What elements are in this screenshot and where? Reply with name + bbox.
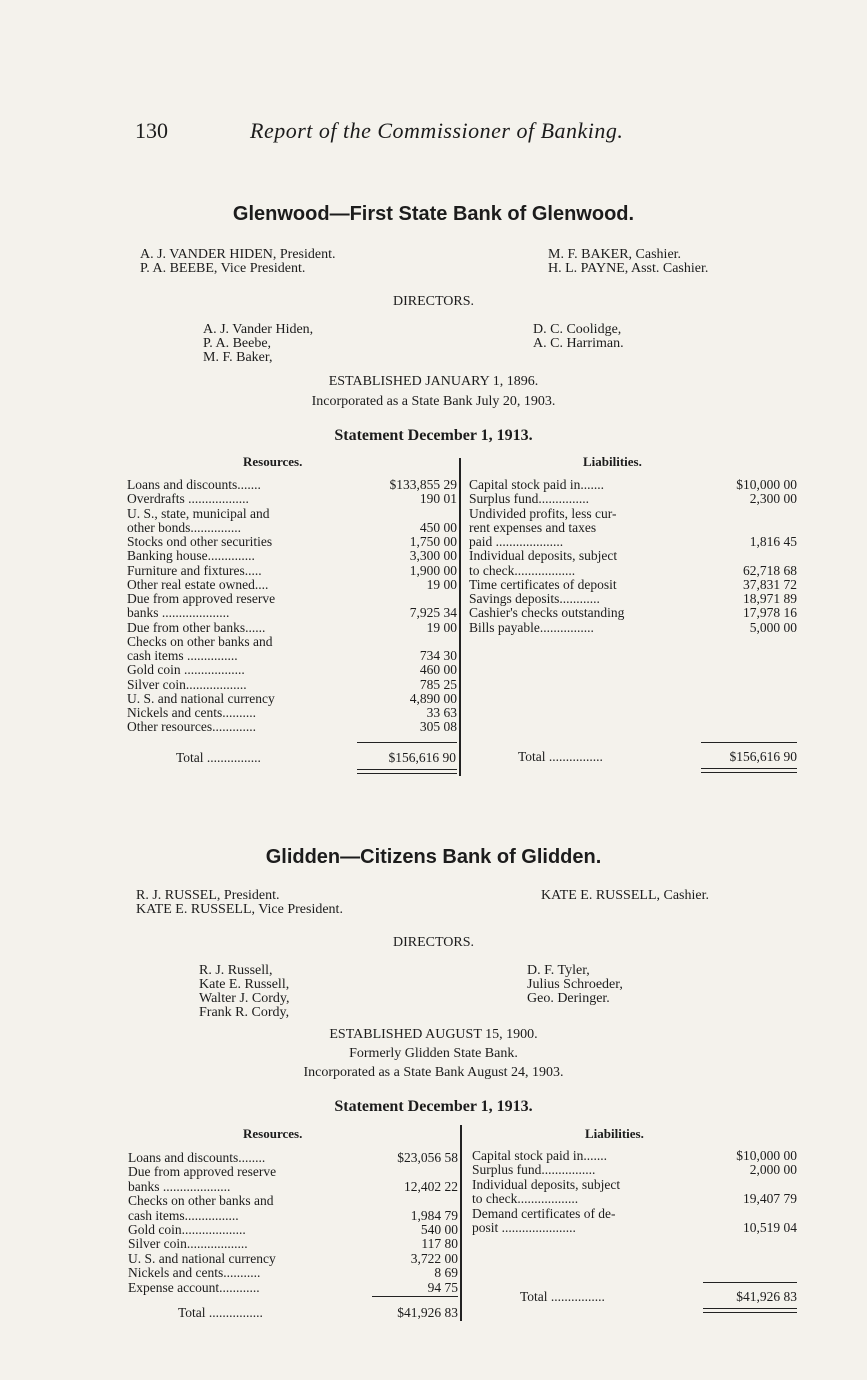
row-amount: 19,407 79 [743, 1191, 797, 1207]
total-label: Total ................ [176, 750, 261, 765]
total-rule [357, 742, 457, 743]
page-number: 130 [135, 118, 168, 143]
row-amount: 17,978 16 [743, 605, 797, 621]
row-label: cash items ............... [127, 648, 238, 663]
row-label: Capital stock paid in....... [472, 1148, 607, 1163]
officer: P. A. BEEBE, Vice President. [140, 261, 306, 276]
row-amount: 7,925 34 [409, 605, 457, 621]
row-label: rent expenses and taxes [469, 519, 597, 535]
total-rule [372, 1296, 458, 1297]
total-amount: $156,616 90 [729, 749, 797, 764]
row-amount: 2,300 00 [749, 491, 797, 507]
row-amount: $10,000 00 [736, 1148, 797, 1163]
row-amount: 5,000 00 [749, 619, 797, 635]
total-label: Total ................ [520, 1289, 605, 1304]
director: A. C. Harriman. [533, 336, 624, 351]
row-label: Silver coin.................. [128, 1236, 248, 1252]
row-amount: 117 80 [421, 1236, 458, 1252]
officer: R. J. RUSSEL, President. [136, 888, 280, 903]
row-label: Individual deposits, subject [469, 548, 618, 564]
officer: KATE E. RUSSELL, Cashier. [541, 888, 709, 903]
row-amount: 734 30 [419, 648, 457, 663]
row-label: other bonds............... [127, 519, 241, 535]
row-label: Savings deposits............ [469, 591, 600, 606]
total-amount: $41,926 83 [736, 1289, 797, 1304]
established-line: ESTABLISHED AUGUST 15, 1900. [329, 1027, 538, 1042]
row-label: Loans and discounts........ [128, 1150, 266, 1165]
directors-heading: DIRECTORS. [392, 935, 475, 950]
row-label: Overdrafts .................. [127, 491, 249, 507]
resources-heading: Resources. [243, 1126, 303, 1141]
row-label: banks .................... [127, 605, 230, 621]
total-label: Total ................ [178, 1305, 263, 1320]
row-label: U. S. and national currency [127, 690, 275, 706]
row-amount: 1,984 79 [410, 1207, 458, 1223]
row-label: Bills payable................ [469, 619, 594, 635]
row-amount: 8 69 [434, 1265, 458, 1281]
row-label: Time certificates of deposit [469, 576, 617, 592]
double-rule [703, 1312, 797, 1313]
row-label: Surplus fund................ [472, 1162, 596, 1178]
column-divider [460, 1125, 462, 1321]
row-label: Undivided profits, less cur- [469, 505, 617, 521]
total-rule [703, 1282, 797, 1283]
director: M. F. Baker, [203, 350, 273, 365]
director: D. C. Coolidge, [533, 322, 622, 337]
officer: KATE E. RUSSELL, Vice President. [136, 902, 343, 917]
row-amount: 3,300 00 [409, 548, 457, 564]
row-label: U. S. and national currency [128, 1250, 276, 1266]
row-label: Capital stock paid in....... [469, 477, 604, 492]
row-amount: 37,831 72 [743, 576, 797, 592]
row-amount: 1,900 00 [409, 562, 457, 578]
row-label: Gold coin .................. [127, 662, 245, 678]
row-amount: 1,816 45 [749, 534, 797, 549]
resources-heading: Resources. [243, 454, 303, 469]
row-label: Silver coin.................. [127, 676, 247, 692]
row-amount: 540 00 [420, 1222, 458, 1237]
row-label: Expense account............ [128, 1279, 260, 1295]
row-amount: 94 75 [427, 1279, 458, 1295]
established-line: ESTABLISHED JANUARY 1, 1896. [328, 374, 539, 389]
total-amount: $41,926 83 [397, 1305, 458, 1320]
row-amount: 450 00 [419, 519, 457, 535]
row-label: Nickels and cents........... [128, 1265, 261, 1281]
directors-heading: DIRECTORS. [392, 294, 475, 309]
total-amount: $156,616 90 [388, 750, 456, 765]
row-label: Due from approved reserve [128, 1164, 277, 1180]
running-title: Report of the Commissioner of Banking. [250, 118, 624, 143]
statement-heading: Statement December 1, 1913. [334, 1098, 533, 1115]
row-label: to check.................. [469, 562, 576, 578]
director: Frank R. Cordy, [199, 1005, 290, 1020]
incorporated-line: Incorporated as a State Bank July 20, 1903. [311, 394, 556, 409]
row-amount: 460 00 [419, 662, 457, 678]
row-label: Individual deposits, subject [472, 1176, 621, 1192]
officer: A. J. VANDER HIDEN, President. [140, 247, 336, 262]
row-label: Loans and discounts....... [127, 477, 261, 492]
director: R. J. Russell, [199, 963, 273, 978]
row-amount: 19 00 [426, 576, 457, 592]
row-amount: 10,519 04 [743, 1220, 797, 1235]
row-amount: 305 08 [419, 719, 457, 735]
row-amount: $133,855 29 [389, 477, 457, 492]
row-label: paid .................... [469, 534, 564, 549]
row-label: Nickels and cents.......... [127, 705, 256, 720]
director: Geo. Deringer. [527, 991, 610, 1006]
row-label: Other real estate owned.... [127, 576, 269, 592]
double-rule [703, 1308, 797, 1309]
row-label: Checks on other banks and [127, 633, 273, 649]
column-divider [459, 458, 461, 776]
row-amount: 19 00 [426, 619, 457, 635]
row-amount: 62,718 68 [743, 562, 797, 578]
row-label: Due from other banks...... [127, 619, 266, 635]
row-label: Demand certificates of de- [472, 1205, 616, 1221]
formerly-line: Formerly Glidden State Bank. [349, 1046, 518, 1061]
row-label: Banking house.............. [127, 548, 255, 564]
director: D. F. Tyler, [527, 963, 590, 978]
row-label: Other resources............. [127, 719, 256, 735]
director: Julius Schroeder, [527, 977, 623, 992]
officer: M. F. BAKER, Cashier. [548, 247, 682, 262]
row-label: Checks on other banks and [128, 1193, 274, 1209]
row-amount: 1,750 00 [409, 534, 457, 549]
officer: H. L. PAYNE, Asst. Cashier. [548, 261, 709, 276]
row-amount: 33 63 [426, 705, 457, 720]
row-label: Furniture and fixtures..... [127, 562, 262, 578]
bank-title: Glenwood—First State Bank of Glenwood. [232, 203, 635, 225]
total-rule [701, 742, 797, 743]
bank-title: Glidden—Citizens Bank of Glidden. [265, 846, 602, 868]
row-amount: 4,890 00 [409, 690, 457, 706]
row-label: Surplus fund............... [469, 491, 590, 507]
statement-heading: Statement December 1, 1913. [334, 427, 533, 444]
row-label: banks .................... [128, 1178, 231, 1194]
director: Kate E. Russell, [199, 977, 290, 992]
double-rule [357, 773, 457, 774]
double-rule [701, 768, 797, 769]
director: Walter J. Cordy, [199, 991, 290, 1006]
liabilities-heading: Liabilities. [585, 1126, 644, 1141]
row-label: Due from approved reserve [127, 591, 276, 606]
row-amount: 2,000 00 [749, 1162, 797, 1178]
incorporated-line: Incorporated as a State Bank August 24, 1903. [303, 1065, 564, 1080]
row-label: posit ...................... [472, 1220, 576, 1235]
row-amount: 12,402 22 [404, 1178, 458, 1194]
row-amount: $23,056 58 [397, 1150, 458, 1165]
row-label: U. S., state, municipal and [127, 505, 270, 521]
row-label: to check.................. [472, 1191, 579, 1207]
row-label: Stocks ond other securities [127, 534, 273, 549]
row-amount: 3,722 00 [410, 1250, 458, 1266]
row-label: Cashier's checks outstanding [469, 605, 625, 621]
liabilities-heading: Liabilities. [583, 454, 642, 469]
row-amount: $10,000 00 [736, 477, 797, 492]
double-rule [357, 769, 457, 770]
director: A. J. Vander Hiden, [203, 322, 314, 337]
double-rule [701, 772, 797, 773]
row-amount: 785 25 [419, 676, 457, 692]
row-label: cash items................ [128, 1207, 239, 1223]
row-label: Gold coin................... [128, 1222, 246, 1237]
total-label: Total ................ [518, 749, 603, 764]
director: P. A. Beebe, [203, 336, 272, 351]
row-amount: 18,971 89 [743, 591, 797, 606]
row-amount: 190 01 [419, 491, 457, 507]
